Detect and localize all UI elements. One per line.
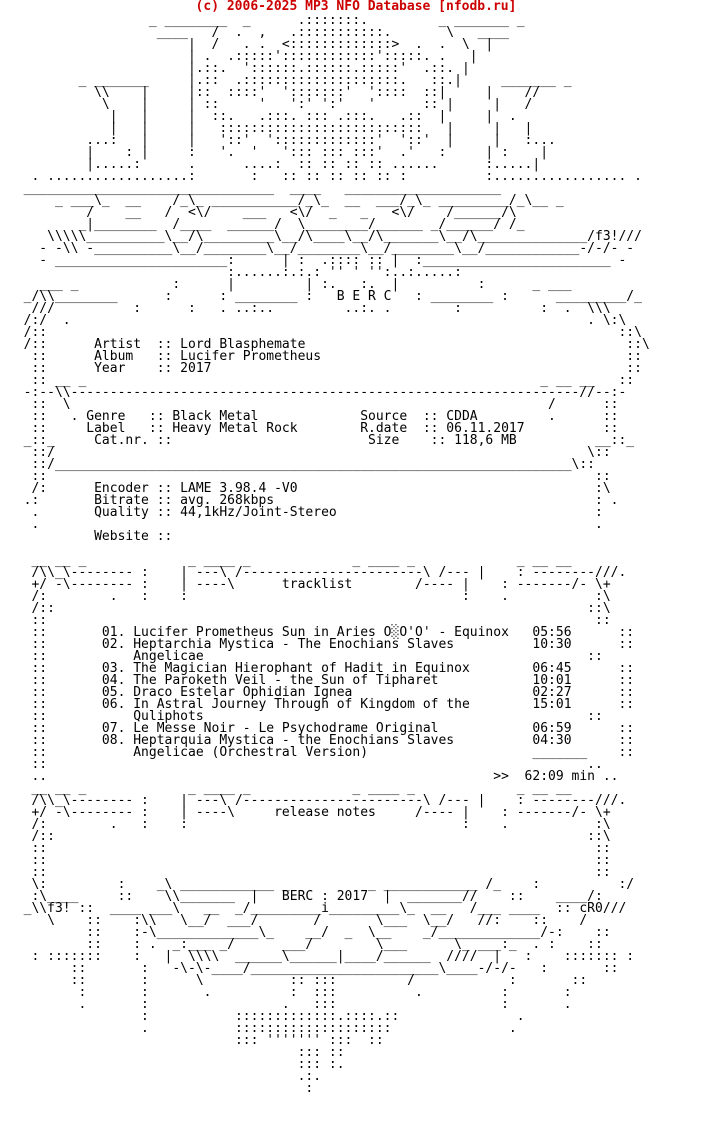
nfo-line: ::/ \::: [8, 445, 611, 460]
nfo-line: .. >> 62:09 min ..: [8, 769, 619, 784]
nfo-line: :: ::: [8, 865, 611, 880]
nfo-line: . :::::::::::::::::::: .: [8, 1021, 517, 1036]
nfo-line: /:: ::\: [8, 829, 611, 844]
nfo-line: | / . . <:::::::::::::> . . \ |: [8, 37, 494, 52]
nfo-line: Website ::: [8, 529, 173, 544]
nfo-line: :: 07. Le Messe Noir - Le Psychodrame Original 06:59 ::: [8, 721, 635, 736]
nfo-line: /\\_\-------- : | ---\ /-----------------------\ /--- | : --------///.: [8, 793, 627, 808]
nfo-line: /: . : : : . :\: [8, 589, 611, 604]
nfo-line: :: 02. Heptarchia Mystica - The Enochians Slaves 10:30 ::: [8, 637, 635, 652]
nfo-line: ___ _ : | | :. :. | : _ ___: [8, 277, 572, 292]
nfo-line: :: 05. Draco Estelar Ophidian Ignea 02:27 ::: [8, 685, 635, 700]
nfo-line: +/ -\-------- : | ----\ tracklist /---- | : -------/- \+: [8, 577, 611, 592]
nfo-line: /// : : . ..:.. ..:. . : : . \\\: [8, 301, 611, 316]
nfo-line: .: Bitrate :: avg. 268kbps : .: [8, 493, 619, 508]
nfo-line: ::: ''''''' ::: ::: [8, 1033, 384, 1048]
nfo-line: +/ -\-------- : | ----\ release notes /---- | : -------/- \+: [8, 805, 611, 820]
nfo-line: /:: ::\: [8, 601, 611, 616]
nfo-line: :: ::: [8, 613, 611, 628]
nfo-line: . .: [8, 517, 603, 532]
nfo-line: / __ / <\/ ___ <\/ _ _ <\/ /______/\: [8, 205, 517, 220]
nfo-line: :: Label :: Heavy Metal Rock R.date :: 06.11.2017 ::: [8, 421, 619, 436]
nfo-line: /: Encoder :: LAME 3.98.4 -V0 :\: [8, 481, 611, 496]
nfo-line: - ______________________: | : .:::: :: | :________________________ -: [8, 253, 627, 268]
nfo-line: /:/ . . \:\: [8, 313, 627, 328]
nfo-line: ::: :.: [8, 1057, 345, 1072]
nfo-line: _ _______ |.:: .::::::::::::::::::::. ::.| _______ _: [8, 73, 572, 88]
nfo-line: ____ / . , .:::::::::::. \ ____: [8, 25, 509, 40]
nfo-line: :: \ / ::: [8, 397, 619, 412]
nfo-line: _ ________ _ .:::::::. _ _______ _: [8, 13, 525, 28]
nfo-line: | | | ::. .:::. ::: .:::. .:: | | .: [8, 109, 517, 124]
nfo-line: /\\_\-------- : | ---\ /-----------------------\ /--- | : --------///.: [8, 565, 627, 580]
nfo-line: : : . : ::: . : :: [8, 985, 572, 1000]
nfo-line: :: ::: [8, 853, 611, 868]
nfo-line: :: __ _ _ __ __ ::: [8, 373, 635, 388]
nfo-line: ::: ::: [8, 1045, 345, 1060]
nfo-line: - -\\ -__________\__/________\__/________\__/________\__/____________-/-/- -: [8, 241, 635, 256]
nfo-line: . Quality :: 44,1kHz/Joint-Stereo :: [8, 505, 603, 520]
nfo-line: :: . Genre :: Black Metal Source :: CDDA . ::: [8, 409, 619, 424]
nfo-line: _|________ /____ ______/ \________/______ _/______/ /_: [8, 217, 525, 232]
nfo-line: :: 06. In Astral Journey Through of Kingdom of the 15:01 ::: [8, 697, 635, 712]
nfo-line: :: :-\_____________\_ __/ _ \__ _/_____________/-: ::: [8, 925, 611, 940]
nfo-line: ...: | | '::' ':::::::::::::' '::' | | :...: [8, 133, 556, 148]
nfo-line: :......:.:.: '' ' '':..:.....:: [8, 265, 462, 280]
nfo-line: \ :: :\\ \__/ ___/ / \___ \__/ //: :: /: [8, 913, 588, 928]
nfo-line: _::_ Cat.nr. :: Size :: 118,6 MB __::_: [8, 433, 635, 448]
nfo-line: ________________________________ ____ ____________________: [8, 181, 502, 196]
nfo-line: -:--\\-----------------------------------------------------------------//--:-: [8, 385, 627, 400]
nfo-line: _ ___\_ __ /_\_ ___________/_\_ __ ___/_\_ _________/_\__ _: [8, 193, 564, 208]
nfo-line: /: . : : : . :\: [8, 817, 611, 832]
nfo-line: :: Angelicae ::: [8, 649, 603, 664]
nfo-line: :: 04. The Paroketh Veil - the Sun of Tipharet 10:01 ::: [8, 673, 635, 688]
nfo-line: __ __ _ _ ____ _ _ ____ _ _ __ __: [8, 553, 572, 568]
nfo-line: .:.: [8, 1069, 322, 1084]
nfo-line: :: Album :: Lucifer Prometheus ::: [8, 349, 642, 364]
nfo-line: | : | : '. ' '::: ::: :::' .' : | : |: [8, 145, 549, 160]
nfo-line: _\\f3! :: ____ ___\ __ _/_________i_________\_ __ /___ ____ :: cR0///: [8, 901, 627, 916]
nfo-line: :: : -\-\-____/________________________\____-/-/- : ::: [8, 961, 619, 976]
nfo-line: :: Year :: 2017 ::: [8, 361, 642, 376]
nfo-line: : :::::::::::::.::::.:: .: [8, 1009, 525, 1024]
nfo-line: :: : . _:___ _/ ___/ \___ \_ ___:_ . : ::: [8, 937, 603, 952]
nfo-line: :: ::: [8, 841, 611, 856]
nfo-line: __ __ _ _ ____ _ _ ____ _ _ __ __: [8, 781, 572, 796]
nfo-line: :: 01. Lucifer Prometheus Sun in Aries O░O'O' - Equinox 05:56 ::: [8, 625, 635, 640]
nfo-line: :: [8, 1081, 314, 1096]
nfo-line: | | | :::::::::::::::::::::::::: | | |: [8, 121, 533, 136]
nfo-line: :: Quliphots ::: [8, 709, 603, 724]
nfo-line: :\____ :: \\_______ | BERC : 2017 | _______// :: ____/:: [8, 889, 603, 904]
nfo-line: :: Angelicae (Orchestral Version) _______ ::: [8, 745, 635, 760]
nfo-line: | . .:::::'::::::::::::':::::. . |: [8, 49, 478, 64]
nfo-line: _/\\________ : : ________ : B E R C : ________ : _________/_: [8, 289, 642, 304]
nfo-line: \ | | :: ' ':' ':' ' :: | | /: [8, 97, 533, 112]
nfo-line: :: ::: [8, 469, 611, 484]
nfo-line: :: : \ :: ::: / : ::: [8, 973, 588, 988]
nfo-line: \: : _\ ____________ _ _ ____________ /_ : :/: [8, 877, 635, 892]
nfo-line: /:: ::\: [8, 325, 642, 340]
site-header: (c) 2006-2025 MP3 NFO Database [nfodb.ru]: [195, 0, 517, 14]
nfo-line: :: 08. Heptarquia Mystica - the Enochians Slaves 04:30 ::: [8, 733, 635, 748]
nfo-line: . ..................: : :: :: :: :: :: : :................. .: [8, 169, 642, 184]
nfo-line: \\ | |:: ::::' ':::::::' ':::: ::| | //: [8, 85, 541, 100]
nfo-line: /:: Artist :: Lord Blasphemate ::\: [8, 337, 650, 352]
nfo-line: . : . ::: : .: [8, 997, 572, 1012]
nfo-ascii-art: [8, 15, 650, 1095]
nfo-line: :: ..: [8, 757, 603, 772]
nfo-line: \\\\\__________\__/\_________\__/\____\__/\_______\__/\______________/f3!///: [8, 229, 642, 244]
nfo-line: : ::::::: : | \\\\ ______\______|____/______ //// | : ::::::: :: [8, 949, 635, 964]
nfo-line: |.....: . ....: :: :: :: :: ...... :.....|: [8, 157, 541, 172]
nfo-line: :: 03. The Magician Hierophant of Hadit in Equinox 06:45 ::: [8, 661, 635, 676]
nfo-line: |.::. '::::::.::::::.:::::' .::. |: [8, 61, 470, 76]
nfo-line: ::/__________________________________________________________________\::: [8, 457, 595, 472]
